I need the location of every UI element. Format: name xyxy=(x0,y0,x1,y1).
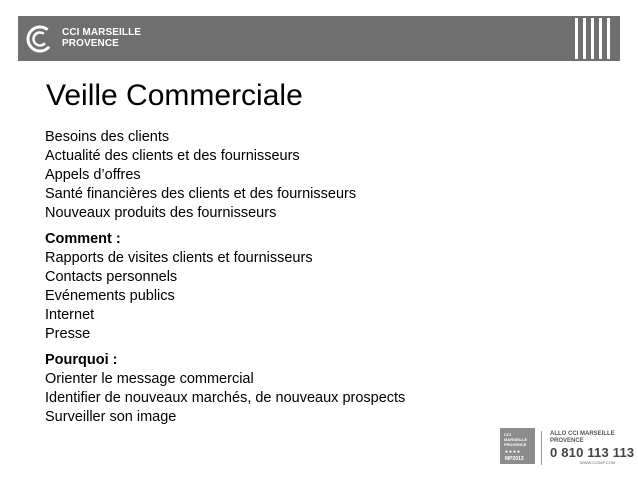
logo-text xyxy=(62,27,141,49)
list-item: Internet xyxy=(45,307,95,323)
section-heading: Comment : xyxy=(45,231,121,247)
content-body xyxy=(45,128,405,427)
list-item: Identifier de nouveaux marchés, de nouveaux prospects xyxy=(45,390,406,406)
list-item: Nouveaux produits des fournisseurs xyxy=(45,205,277,221)
badge-dots: ●●●● xyxy=(505,449,522,455)
badge-line1: CCI xyxy=(504,432,511,437)
list-item: Actualité des clients et des fournisseurs xyxy=(45,148,300,164)
section-pourquoi xyxy=(45,351,405,427)
header-bar xyxy=(18,16,620,61)
list-item: Evénements publics xyxy=(45,288,175,304)
page-title: Veille Commerciale xyxy=(46,79,303,112)
list-item: Surveiller son image xyxy=(45,409,177,425)
section-needs xyxy=(45,128,405,223)
phone-number: 0 810 113 113 xyxy=(550,445,635,460)
logo-line1: CCI MARSEILLE xyxy=(62,27,142,38)
list-item: Rapports de visites clients et fournisseurs xyxy=(45,250,313,266)
mp2013-badge xyxy=(500,428,535,464)
cci-logo-icon xyxy=(26,25,54,53)
list-item: Appels d’offres xyxy=(45,167,141,183)
contact-label: ALLO CCI MARSEILLE PROVENCE xyxy=(550,431,615,444)
contact-block xyxy=(541,431,636,465)
list-item: Santé financières des clients et des fournisseurs xyxy=(45,186,357,202)
section-comment xyxy=(45,230,405,344)
list-item: Orienter le message commercial xyxy=(45,371,254,387)
list-item: Contacts personnels xyxy=(45,269,178,285)
list-item: Presse xyxy=(45,326,91,342)
badge-line3: PROVENCE xyxy=(504,442,527,447)
website-url: WWW.CCIMP.COM xyxy=(580,460,616,465)
badge-mp: MP2013 xyxy=(505,456,524,462)
logo-line2: PROVENCE xyxy=(62,38,119,49)
list-item: Besoins des clients xyxy=(45,129,170,145)
badge-line2: MARSEILLE xyxy=(504,437,528,442)
section-heading: Pourquoi : xyxy=(45,352,118,368)
